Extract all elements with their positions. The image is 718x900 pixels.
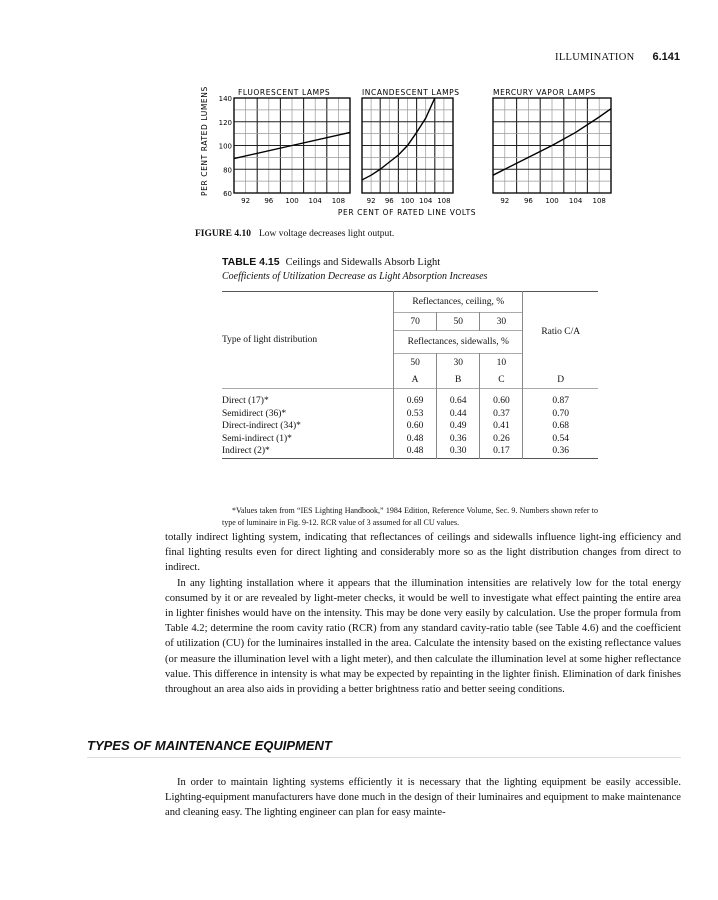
y-tick-label: 80: [223, 166, 232, 175]
x-tick-label: 100: [285, 197, 299, 205]
sidewall-value: 10: [480, 354, 523, 372]
section-title: ILLUMINATION: [555, 52, 635, 63]
table-row: [222, 408, 598, 421]
table-row: [222, 445, 598, 458]
x-tick-label: 92: [500, 197, 510, 205]
cell-value: 0.64: [437, 389, 480, 408]
ceiling-value: 50: [437, 313, 480, 331]
cell-value: 0.48: [394, 433, 437, 446]
figure-caption-text: Low voltage decreases light output.: [258, 229, 395, 239]
x-tick-label: 108: [331, 197, 346, 205]
row-label: Semi-indirect (1)*: [222, 433, 394, 446]
cell-value: 0.30: [437, 445, 480, 458]
y-axis-label: PER CENT RATED LUMENS: [200, 86, 209, 196]
cell-value: 0.17: [480, 445, 523, 458]
figure-label: FIGURE 4.10: [195, 229, 251, 239]
ceiling-value: 30: [480, 313, 523, 331]
row-label: Direct-indirect (34)*: [222, 420, 394, 433]
body-text-1: [165, 530, 681, 697]
cell-value: 0.68: [552, 421, 570, 432]
body-text-2: [165, 775, 681, 821]
cell-value: 0.41: [480, 420, 523, 433]
x-tick-label: 92: [241, 197, 251, 205]
panel-title: FLUORESCENT LAMPS: [238, 88, 331, 97]
row-label: Direct (17)*: [222, 389, 394, 408]
panel-title: MERCURY VAPOR LAMPS: [493, 88, 596, 97]
table-footnote: *Values taken from “IES Lighting Handbook,” 1984 Edition, Reference Volume, Sec. 9. Numbers shown refer to type of luminaire in Fig. 9-12. RCR value of 3 assumed for all CU values.: [222, 506, 598, 527]
cell-value: 0.87: [523, 389, 598, 408]
table-title: [222, 256, 440, 268]
paragraph: In any lighting installation where it appears that the illumination intensities are relatively low for the total energy consumed by it or are revealed by light-meter checks, it would be well to investigate what effect painting the entire area in lighter finishes would have on the intensity. This may be done very easily by calculation. Use the proper formula from Table 4.2; determine the room cavity ratio (RCR) from any standard cavity-ratio table (see Table 4.6) and the coefficient of utilization (CU) for the luminaires installed in the area. Calculate the intensity based on the existing reflectance values (or measure the illumination level with a light meter), and then calculate the illumination level at some higher reflectance value. This difference in intensity is what may be expected by repainting in the lighter finish. Elimination of dark finishes throughout an area also aids in providing a better brightness ratio and better seeing conditions.: [165, 577, 681, 696]
cell-value: 0.37: [480, 408, 523, 421]
table-title-text: Ceilings and Sidewalls Absorb Light: [285, 257, 441, 268]
ceiling-value: 70: [394, 313, 437, 331]
cell-value: 0.60: [394, 420, 437, 433]
cu-table: [222, 291, 598, 459]
table-row: [222, 389, 598, 408]
chart-panel: [493, 88, 611, 205]
x-tick-label: 104: [568, 197, 583, 205]
cell-value: 0.36: [552, 446, 570, 457]
x-tick-label: 104: [419, 197, 433, 205]
figure-caption: [195, 229, 394, 239]
x-tick-label: 96: [384, 197, 394, 205]
table-row: [222, 420, 598, 433]
cell-value: 0.48: [394, 445, 437, 458]
page-number: 6.141: [652, 51, 680, 63]
cell-value: 0.36: [437, 433, 480, 446]
x-axis-label: PER CENT OF RATED LINE VOLTS: [337, 208, 477, 217]
y-tick-label: 140: [218, 95, 232, 103]
chart-panel: [219, 88, 350, 205]
cell-value: 0.44: [437, 408, 480, 421]
x-tick-label: 104: [308, 197, 322, 205]
x-tick-label: 108: [592, 197, 606, 205]
x-tick-label: 100: [400, 197, 415, 205]
paragraph: In order to maintain lighting systems efficiently it is necessary that the lighting equipment be easily accessible. Lighting-equipment manufacturers have done much in the design of their luminaires and equipment to make maintenance and cleaning easy. The lighting engineer can plan for easy mainte-: [165, 777, 681, 819]
row-header: Type of light distribution: [222, 292, 394, 389]
table-row: [222, 433, 598, 446]
cell-value: 0.69: [394, 389, 437, 408]
x-tick-label: 100: [545, 197, 559, 205]
running-header: [555, 51, 680, 63]
panel-title: INCANDESCENT LAMPS: [362, 88, 460, 97]
table-label: TABLE 4.15: [222, 256, 280, 268]
y-tick-label: 60: [223, 190, 232, 198]
y-tick-label: 120: [218, 118, 232, 127]
cell-value: 0.60: [480, 389, 523, 408]
ceiling-header: Reflectances, ceiling, %: [394, 292, 523, 313]
cell-value: 0.26: [480, 433, 523, 446]
sidewall-header: Reflectances, sidewalls, %: [394, 331, 523, 354]
row-label: Indirect (2)*: [222, 445, 394, 458]
x-tick-label: 108: [437, 197, 451, 205]
section-heading: TYPES OF MAINTENANCE EQUIPMENT: [87, 738, 681, 758]
x-tick-label: 96: [523, 197, 533, 205]
row-label: Semidirect (36)*: [222, 408, 394, 421]
table-subtitle: Coefficients of Utilization Decrease as Light Absorption Increases: [222, 271, 488, 282]
cell-value: 0.53: [394, 408, 437, 421]
cell-value: 0.70: [552, 408, 570, 419]
chart-panel: [362, 88, 460, 205]
y-tick-label: 100: [218, 142, 232, 151]
col-label: D: [557, 374, 565, 385]
cell-value: 0.54: [552, 433, 570, 444]
sidewall-value: 30: [437, 354, 480, 372]
sidewall-value: 50: [394, 354, 437, 372]
col-label: C: [480, 371, 523, 389]
col-label: A: [394, 371, 437, 389]
ratio-header: Ratio C/A: [541, 326, 581, 337]
figure-chart: [195, 78, 625, 228]
col-label: B: [437, 371, 480, 389]
paragraph: totally indirect lighting system, indicating that reflectances of ceilings and sidewalls influence light-ing efficiency and final lighting results even for direct lighting and considerably more so as the light distribution changes from direct to indirect.: [165, 532, 681, 574]
cell-value: 0.49: [437, 420, 480, 433]
x-tick-label: 96: [264, 197, 274, 205]
x-tick-label: 92: [366, 197, 376, 205]
